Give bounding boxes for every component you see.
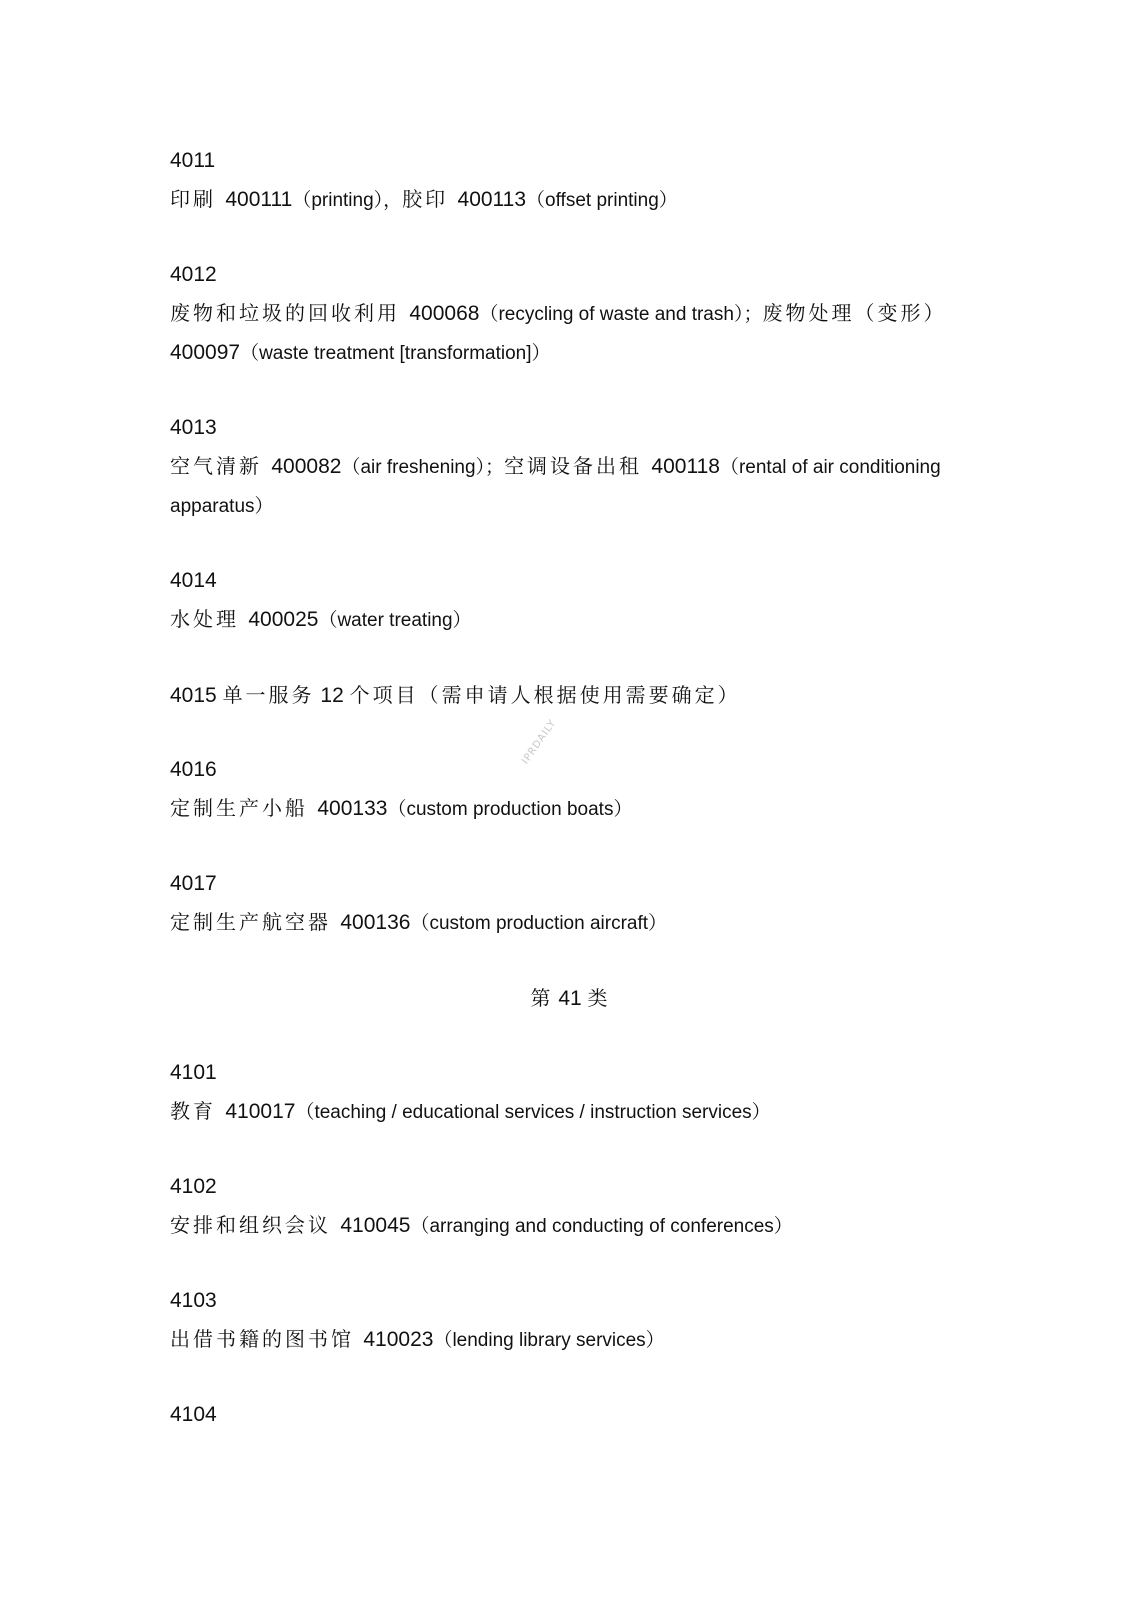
entry-item-name-zh: 出借书籍的图书馆	[170, 1327, 364, 1351]
entry-item-name-en: （custom production boats）	[387, 799, 633, 820]
document-page	[170, 142, 970, 1470]
entry-text-line	[170, 789, 970, 829]
entry-text-line	[170, 334, 970, 373]
entry-item-number: 400082	[271, 455, 342, 478]
entry-item-name-zh: 印刷	[170, 187, 226, 211]
entry-text-line	[170, 180, 970, 220]
entry-code: 4014	[170, 569, 217, 592]
entry-code: 4104	[170, 1403, 217, 1426]
entry-item-name-en: （arranging and conducting of conferences）	[410, 1216, 793, 1237]
entry-item-number: 400068	[409, 302, 480, 325]
entry-text-line	[170, 294, 970, 334]
entry-item-name-zh: 空调设备出租	[504, 454, 652, 478]
entry-group	[170, 865, 970, 943]
entry-text-line	[170, 1206, 970, 1246]
entry-item-name-zh: 水处理	[170, 607, 249, 631]
entry-item-name-zh: 空气清新	[170, 454, 272, 478]
entry-item-number: 410045	[340, 1214, 411, 1237]
entry-item-number: 410017	[225, 1100, 296, 1123]
entry-item-name-en: （water treating）	[318, 610, 472, 631]
class-heading-prefix: 第	[530, 986, 553, 1010]
single-service-line	[170, 676, 970, 715]
entry-code: 4012	[170, 263, 217, 286]
entries-bottom-section	[170, 1054, 970, 1434]
single-service-count: 12	[320, 684, 344, 707]
entry-item-name-zh: 安排和组织会议	[170, 1213, 341, 1237]
entry-code: 4103	[170, 1289, 217, 1312]
class-heading-number: 41	[558, 987, 582, 1010]
class-heading	[170, 979, 970, 1018]
entry-item-number: 400111	[225, 188, 293, 211]
entry-item-name-zh: 废物和垃圾的回收利用	[170, 301, 410, 325]
class-heading-suffix: 类	[587, 986, 610, 1010]
entry-item-name-zh: 定制生产小船	[170, 796, 318, 820]
entry-item-name-zh: 教育	[170, 1099, 226, 1123]
entry-item-name-zh: 废物处理（变形）	[762, 301, 947, 325]
watermark: IPRDAILY	[520, 717, 559, 767]
entry-item-number: 410023	[363, 1328, 434, 1351]
entry-item-name-en: （rental of air conditioning	[719, 457, 941, 478]
entry-text-line	[170, 1320, 970, 1360]
entry-item-name-en: apparatus）	[170, 496, 274, 517]
entry-item-name-en: （waste treatment [transformation]）	[240, 343, 551, 364]
entry-text-line	[170, 903, 970, 943]
entry-group	[170, 1168, 970, 1246]
entry-item-number: 400136	[340, 911, 411, 934]
entry-item-name-en: （air freshening）；	[341, 457, 505, 478]
entry-item-name-en: （teaching / educational services / instruction services）	[295, 1102, 771, 1123]
entry-group	[170, 409, 970, 526]
entry-group	[170, 256, 970, 373]
entry-item-name-en: （offset printing）	[526, 190, 678, 211]
entry-item-number: 400097	[170, 341, 241, 364]
entries-mid-section	[170, 751, 970, 943]
entry-group	[170, 1054, 970, 1132]
entry-item-number: 400133	[317, 797, 388, 820]
single-service-text-2: 个项目（需申请人根据使用需要确定）	[349, 683, 741, 707]
entry-item-name-zh: 定制生产航空器	[170, 910, 341, 934]
entry-item-name-en: （printing），	[292, 190, 403, 211]
entry-group	[170, 751, 970, 829]
entry-code: 4016	[170, 758, 217, 781]
single-service-code: 4015	[170, 684, 217, 707]
entry-text-line	[170, 487, 970, 526]
entry-code: 4102	[170, 1175, 217, 1198]
entries-top-section	[170, 142, 970, 640]
entry-item-name-zh: 胶印	[402, 187, 458, 211]
entry-text-line	[170, 1092, 970, 1132]
entry-text-line	[170, 600, 970, 640]
entry-item-name-en: （recycling of waste and trash）；	[479, 304, 763, 325]
single-service-text-1: 单一服务	[222, 683, 315, 707]
entry-item-number: 400025	[248, 608, 319, 631]
entry-group	[170, 1282, 970, 1360]
entry-item-number: 400113	[457, 188, 527, 211]
entry-group	[170, 562, 970, 640]
entry-group	[170, 142, 970, 220]
entry-code: 4011	[170, 149, 216, 172]
entry-group	[170, 1396, 970, 1434]
entry-code: 4017	[170, 872, 217, 895]
entry-item-number: 400118	[651, 455, 720, 478]
entry-text-line	[170, 447, 970, 487]
entry-code: 4013	[170, 416, 217, 439]
entry-code: 4101	[170, 1061, 217, 1084]
entry-item-name-en: （custom production aircraft）	[410, 913, 668, 934]
entry-item-name-en: （lending library services）	[433, 1330, 665, 1351]
